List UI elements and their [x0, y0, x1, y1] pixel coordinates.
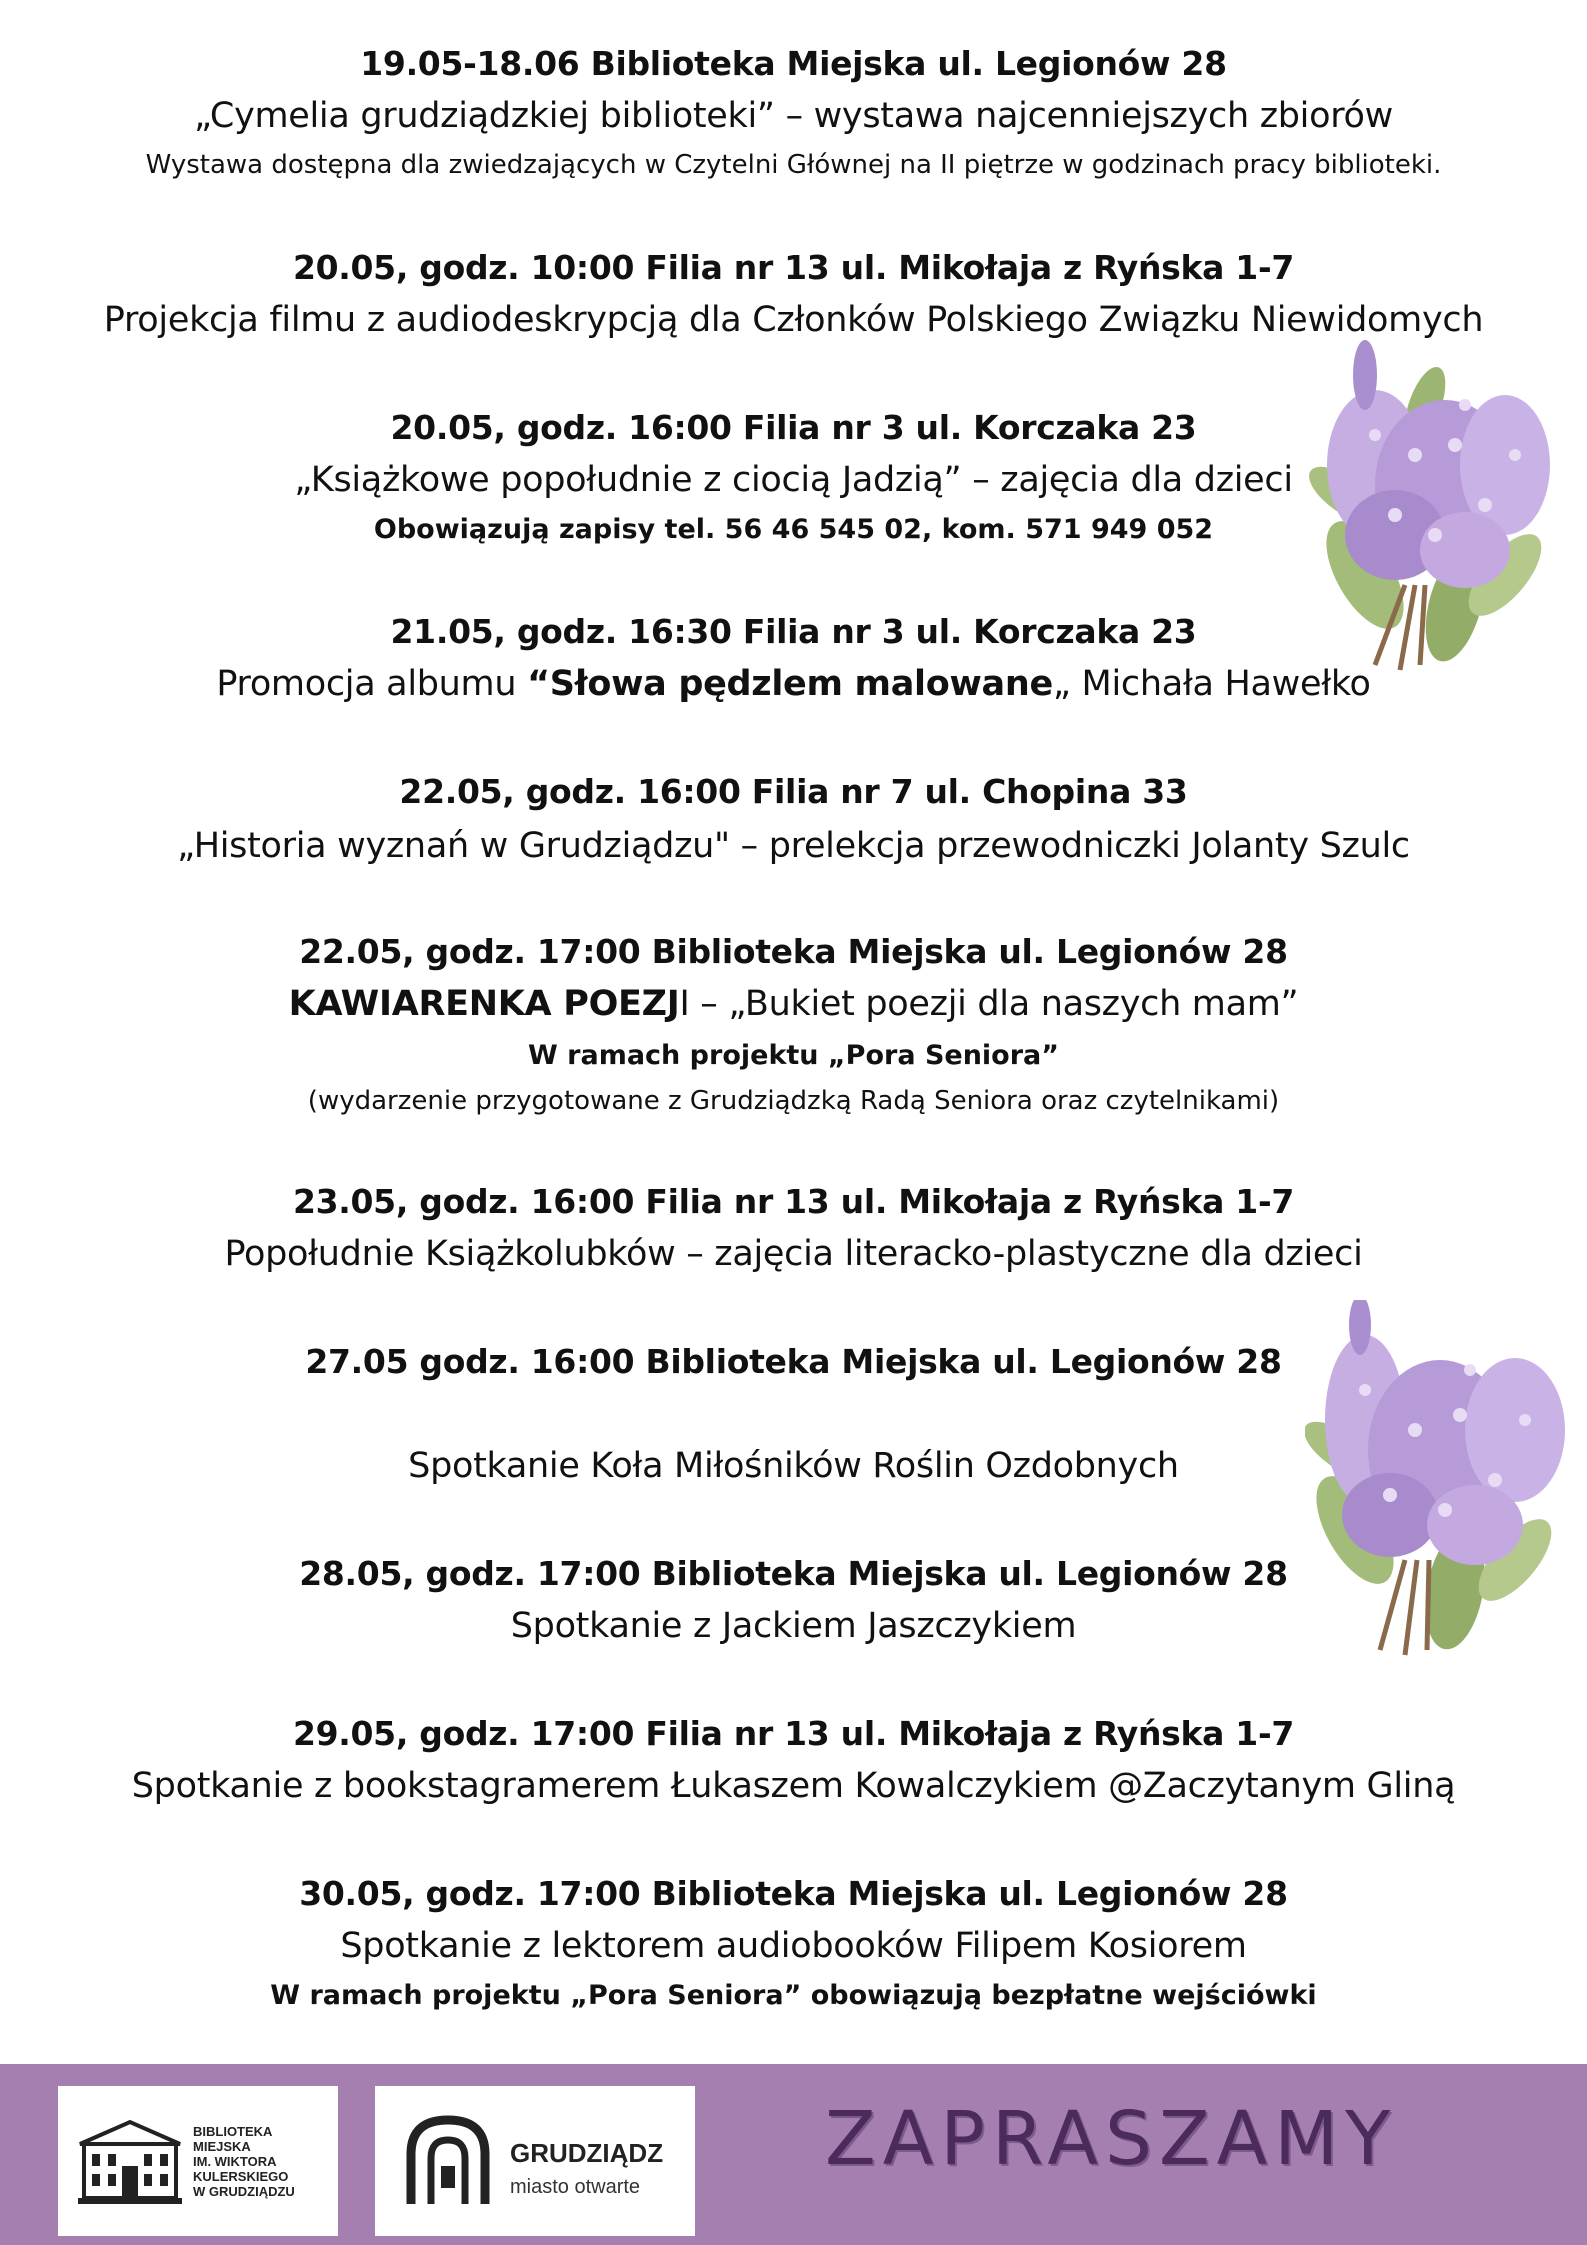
event-heading: 29.05, godz. 17:00 Filia nr 13 ul. Mikołaja z Ryńska 1-7 — [292, 1714, 1295, 1753]
event-note-secondary: (wydarzenie przygotowane z Grudziądzką Radą Seniora oraz czytelnikami) — [307, 1086, 1280, 1116]
footer-banner — [0, 2064, 1587, 2245]
event-heading: 30.05, godz. 17:00 Biblioteka Miejska ul. Legionów 28 — [299, 1874, 1288, 1913]
event-heading: 23.05, godz. 16:00 Filia nr 13 ul. Mikołaja z Ryńska 1-7 — [292, 1182, 1295, 1221]
event-title: „Cymelia grudziądzkiej biblioteki” – wystawa najcenniejszych zbiorów — [194, 96, 1393, 136]
event-title: Projekcja filmu z audiodeskrypcją dla Członków Polskiego Związku Niewidomych — [103, 300, 1484, 340]
event-heading: 22.05, godz. 17:00 Biblioteka Miejska ul. Legionów 28 — [299, 932, 1288, 971]
event-title-post: I – „Bukiet poezji dla naszych mam” — [679, 984, 1299, 1024]
event-title: Popołudnie Książkolubków – zajęcia literacko-plastyczne dla dzieci — [224, 1234, 1363, 1274]
lilac-bouquet-illustration — [1305, 1300, 1585, 1660]
event-title-bold: “Słowa pędzlem malowane — [527, 664, 1053, 704]
event-heading: 27.05 godz. 16:00 Biblioteka Miejska ul. Legionów 28 — [305, 1342, 1282, 1381]
event-heading: 21.05, godz. 16:30 Filia nr 3 ul. Korczaka 23 — [390, 612, 1197, 651]
event-note: Wystawa dostępna dla zwiedzających w Czytelni Głównej na II piętrze w godzinach pracy biblioteki. — [145, 150, 1442, 180]
city-tagline: miasto otwarte — [510, 2176, 641, 2198]
event-title: „Historia wyznań w Grudziądzu" – prelekcja przewodniczki Jolanty Szulc — [177, 826, 1410, 866]
event-heading: 22.05, godz. 16:00 Filia nr 7 ul. Chopina 33 — [399, 772, 1188, 811]
event-note: Obowiązują zapisy tel. 56 46 545 02, kom. 571 949 052 — [373, 514, 1214, 545]
event-title-bold: KAWIARENKA POEZJ — [288, 984, 680, 1024]
city-name: GRUDZIĄDZ — [510, 2138, 664, 2168]
event-title: Spotkanie z bookstagramerem Łukaszem Kowalczykiem @Zaczytanym Gliną — [131, 1766, 1456, 1806]
event-title: Spotkanie z lektorem audiobooków Filipem Kosiorem — [340, 1926, 1247, 1966]
library-logo — [58, 2086, 338, 2236]
event-title: „Książkowe popołudnie z ciocią Jadzią” – zajęcia dla dzieci — [294, 460, 1293, 500]
invite-heading: ZAPRASZAMY — [825, 2096, 1398, 2182]
event-note: W ramach projektu „Pora Seniora” obowiązują bezpłatne wejściówki — [270, 1980, 1317, 2011]
event-heading: 19.05-18.06 Biblioteka Miejska ul. Legionów 28 — [360, 44, 1227, 83]
city-gate-icon — [403, 2114, 493, 2210]
event-title-pre: Promocja albumu — [216, 664, 528, 704]
city-logo — [375, 2086, 695, 2236]
event-heading: 20.05, godz. 10:00 Filia nr 13 ul. Mikołaja z Ryńska 1-7 — [292, 248, 1295, 287]
event-title — [0, 984, 1587, 1024]
lilac-bouquet-illustration — [1305, 335, 1585, 680]
event-heading: 28.05, godz. 17:00 Biblioteka Miejska ul. Legionów 28 — [299, 1554, 1288, 1593]
event-title: Spotkanie z Jackiem Jaszczykiem — [510, 1606, 1077, 1646]
event-note: W ramach projektu „Pora Seniora” — [527, 1040, 1060, 1071]
event-title-post: „ Michała Hawełko — [1052, 664, 1371, 704]
event-heading: 20.05, godz. 16:00 Filia nr 3 ul. Korczaka 23 — [390, 408, 1197, 447]
library-building-icon — [74, 2116, 186, 2206]
library-logo-text: BIBLIOTEKA MIEJSKA IM. WIKTORA KULERSKIEGO W GRUDZIĄDZU — [193, 2124, 295, 2199]
event-title: Spotkanie Koła Miłośników Roślin Ozdobnych — [408, 1446, 1179, 1486]
